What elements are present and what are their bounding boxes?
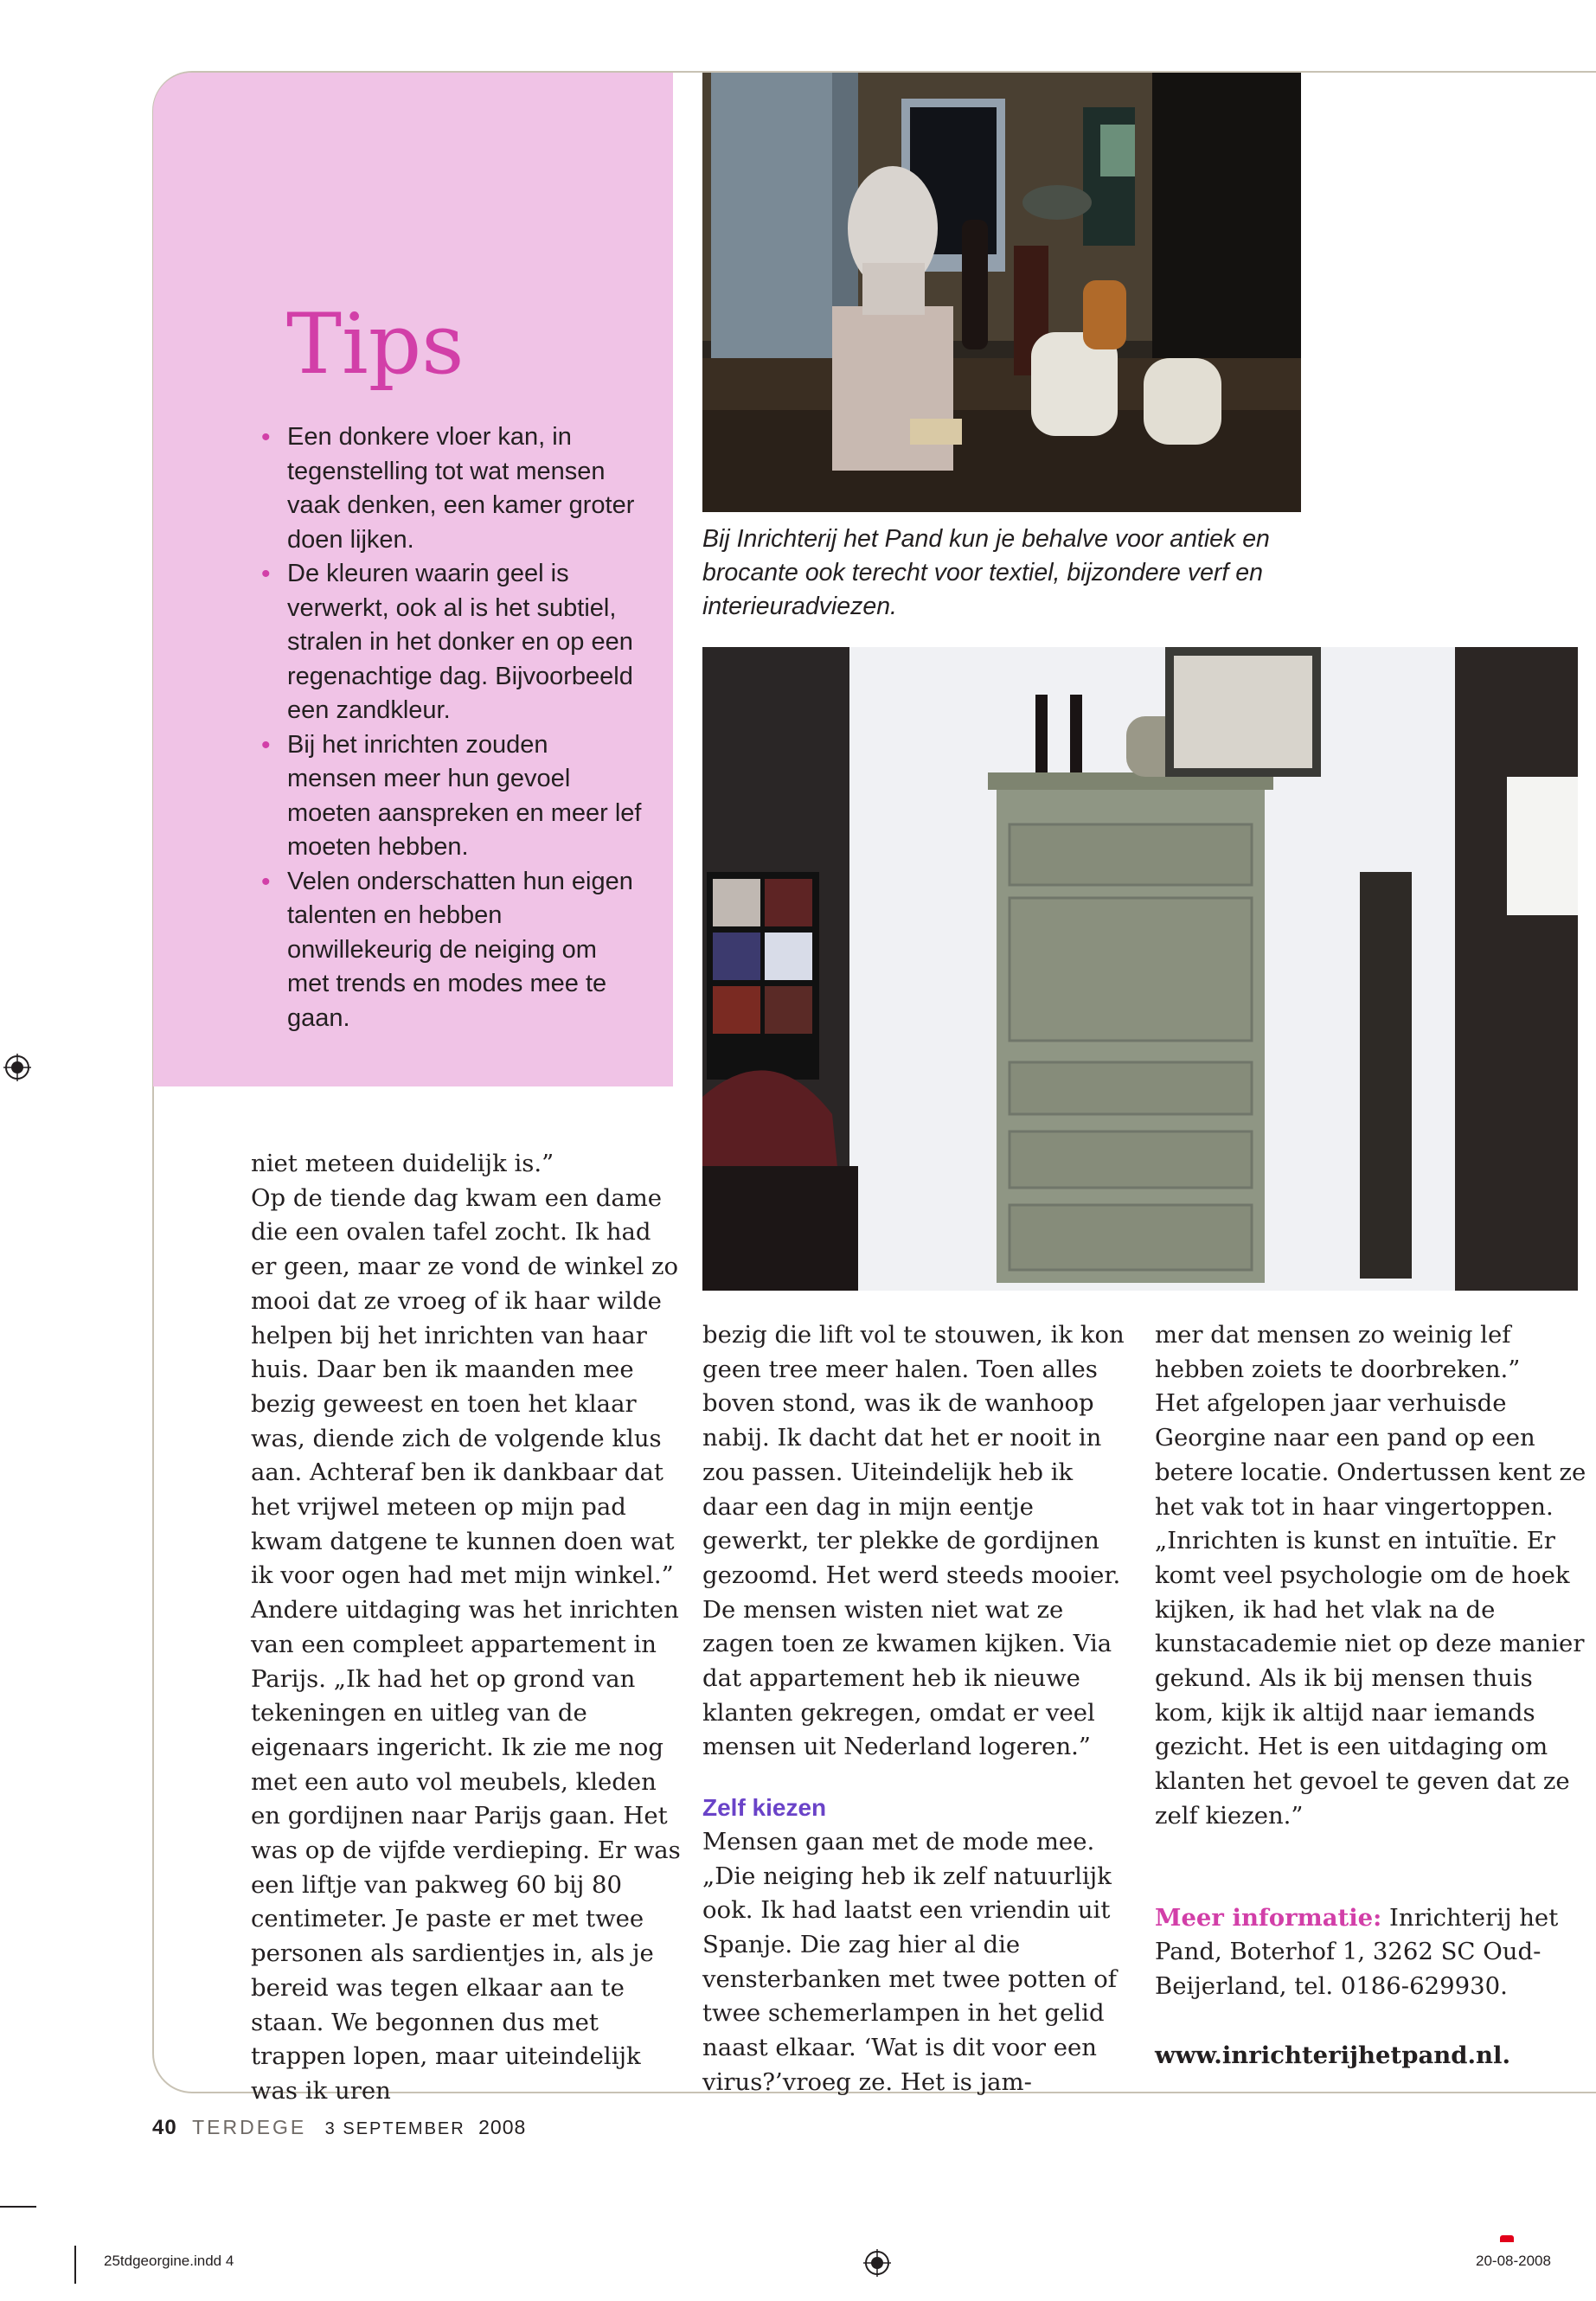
more-info-label: Meer informatie: (1155, 1903, 1382, 1932)
article-column-3 (1155, 1318, 1592, 2073)
bullet-icon: • (261, 730, 271, 760)
tips-title: Tips (286, 296, 465, 393)
registration-mark-icon (3, 1054, 31, 1081)
tips-item: • Een donkere vloer kan, in tegenstelling tot wat mensen vaak denken, een kamer groter doen lijken. (287, 420, 642, 557)
article-paragraph: bezig die lift vol te stouwen, ik kon geen tree meer halen. Toen alles boven stond, was ik de wanhoop nabij. Ik dacht dat het er nooit in zou passen. Uiteindelijk heb ik daar een dag in mijn eentje gewerkt, ter plekke de gordijnen gezoomd. Het werd steeds mooier. De mensen wisten niet wat ze zagen toen ze kwamen kijken. Via dat appartement heb ik nieuwe klanten gekregen, omdat er veel mensen uit Nederland logeren.” (702, 1321, 1125, 1761)
tips-item: • De kleuren waarin geel is verwerkt, ook al is het subtiel, stralen in het donker en op een regenachtige dag. Bijvoorbeeld een zandkleur. (287, 557, 642, 728)
more-info-text: Inrichterij het Pand, Boterhof 1, 3262 SC Oud-Beijerland, tel. 0186-629930. (1155, 1903, 1559, 2000)
bullet-icon: • (261, 423, 271, 452)
article-paragraph: Andere uitdaging was het inrichten van een compleet appartement in Parijs. „Ik had het op grond van tekeningen en uitleg van de eigenaars ingericht. Ik zie me nog met een auto vol meubels, kleden en gordijnen naar Parijs gaan. Het was op de vijfde verdieping. Er was een liftje van pakweg 60 bij 80 centimeter. Je paste er met twee personen als sardientjes in, als je bereid was tegen elkaar aan te staan. We begonnen dus met trappen lopen, maar uiteindelijk was ik uren (251, 1596, 681, 2105)
article-paragraph: Het afgelopen jaar verhuisde Georgine naar een pand op een betere locatie. Ondertussen kent ze het vak tot in haar vingertoppen. „Inrichten is kunst en intuïtie. Er komt veel psychologie om de hoek kijken, ik had het vlak na de kunstacademie niet op deze manier gekund. Als ik bij mensen thuis kom, kijk ik altijd naar iemands gezicht. Het is een uitdaging om klanten het gevoel te geven dat ze zelf kiezen.” (1155, 1389, 1586, 1830)
photo-bust-pottery (702, 73, 1301, 512)
crop-mark (74, 2246, 76, 2284)
article-paragraph: niet meteen duidelijk is.” (251, 1150, 554, 1177)
photo-cabinet (702, 647, 1578, 1291)
registration-mark-icon (863, 2249, 891, 2277)
page-number: 40 (152, 2116, 177, 2139)
slug-date: 20-08-2008 (1476, 2253, 1551, 2269)
tips-list (261, 420, 642, 1035)
slug-filename: 25tdgeorgine.indd 4 (104, 2253, 234, 2269)
website-link[interactable]: www.inrichterijhetpand.nl. (1155, 2041, 1511, 2069)
photo-caption: Bij Inrichterij het Pand kun je behalve voor antiek en brocante ook terecht voor textiel, bijzondere verf en interieuradviezen. (702, 525, 1270, 620)
issue-year: 2008 (478, 2116, 527, 2138)
article-paragraph: mer dat mensen zo weinig lef hebben zoiets te doorbreken.” (1155, 1321, 1521, 1383)
bullet-icon: • (261, 560, 271, 588)
tips-item: • Velen onderschatten hun eigen talenten en hebben onwillekeurig de neiging om met trends en modes mee te gaan. (287, 865, 642, 1036)
article-paragraph: Op de tiende dag kwam een dame die een ovalen tafel zocht. Ik had er geen, maar ze vond de winkel zo mooi dat ze vroeg of ik haar wilde helpen bij het inrichten van haar huis. Daar ben ik maanden mee bezig geweest en toen het klaar was, diende zich de volgende klus aan. Achteraf ben ik dankbaar dat het vrijwel meteen op mijn pad kwam datgene te kunnen doen wat ik voor ogen had met mijn winkel.” (251, 1183, 679, 1590)
page-footer (152, 2116, 526, 2140)
article-column-2 (702, 1318, 1135, 2099)
issue-date: 3 SEPTEMBER (324, 2119, 465, 2138)
tips-item: • Bij het inrichten zouden mensen meer hun gevoel moeten aanspreken en meer lef moeten hebben. (287, 728, 642, 865)
article-paragraph: Mensen gaan met de mode mee. „Die neiging heb ik zelf natuurlijk ook. Ik had laatst een vriendin uit Spanje. Die zag hier al die vensterbanken met twee potten of twee schemerlampen in het gelid naast elkaar. ‘Wat is dit voor een virus?’vroeg ze. Het is jam- (702, 1827, 1117, 2096)
section-heading: Zelf kiezen (702, 1794, 827, 1822)
crop-mark (0, 2206, 36, 2208)
article-column-1 (251, 1147, 683, 2109)
color-mark (1500, 2235, 1514, 2242)
bullet-icon: • (261, 867, 271, 896)
more-info (1155, 1901, 1592, 2004)
magazine-name: TERDEGE (192, 2116, 307, 2138)
